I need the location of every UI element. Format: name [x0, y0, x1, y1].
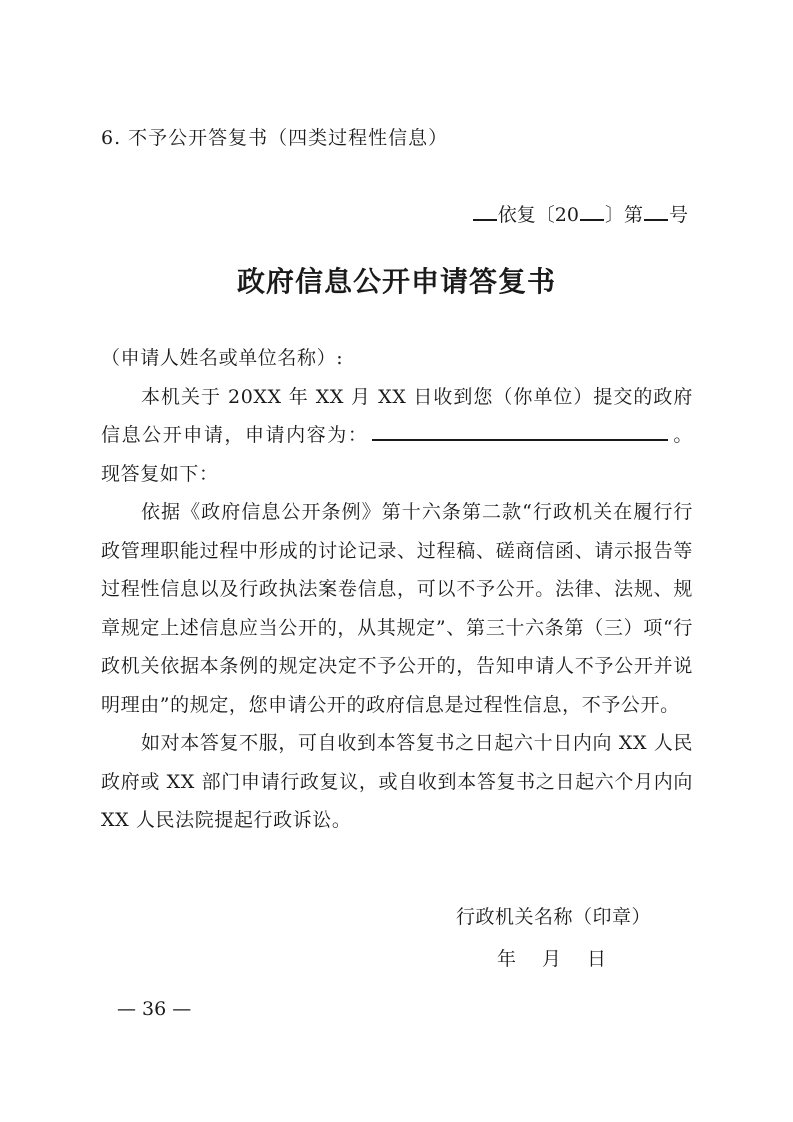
salutation: （申请人姓名或单位名称）: [101, 347, 344, 369]
page-number: — 36 — [117, 998, 192, 1020]
document-number [472, 199, 688, 229]
section-heading: 6. 不予公开答复书（四类过程性信息） [101, 127, 449, 149]
document-title: 政府信息公开申请答复书 [236, 265, 556, 298]
paragraph-appeal: 如对本答复不服，可自收到本答复书之日起六十日内向 XX 人民政府或 XX 部门申请行政复议，或自收到本答复书之日起六个月内向 XX 人民法院提起行政诉讼。 [101, 732, 693, 831]
doc-number-part3: 号 [668, 204, 688, 226]
doc-number-blank-prefix [473, 199, 497, 221]
signature-day: 日 [587, 948, 607, 970]
signature-organization: 行政机关名称（印章） [456, 906, 652, 928]
request-content-blank [372, 419, 668, 441]
paragraph-request-text: 本机关于 20XX 年 XX 月 XX 日收到您（你单位）提交的政府信息公开申请，申请内容为： [101, 385, 693, 446]
doc-number-part1: 依复〔20 [497, 204, 579, 226]
doc-number-blank-serial [644, 199, 668, 221]
document-body [101, 339, 693, 840]
signature-year: 年 [497, 948, 517, 970]
doc-number-part2: 〕第 [604, 204, 643, 226]
signature-month: 月 [542, 948, 562, 970]
doc-number-blank-year [580, 199, 604, 221]
paragraph-request [101, 378, 693, 494]
signature-date [497, 945, 632, 973]
paragraph-legal-basis: 依据《政府信息公开条例》第十六条第二款“行政机关在履行行政管理职能过程中形成的讨论记录、过程稿、磋商信函、请示报告等过程性信息以及行政执法案卷信息，可以不予公开。法律、法规、规章规定上述信息应当公开的，从其规定”、第三十六条第（三）项“行政机关依据本条例的规定决定不予公开的，告知申请人不予公开并说明理由”的规定，您申请公开的政府信息是过程性信息，不予公开。 [101, 501, 693, 716]
paragraph-request-tail: 。现答复如下： [101, 424, 693, 485]
